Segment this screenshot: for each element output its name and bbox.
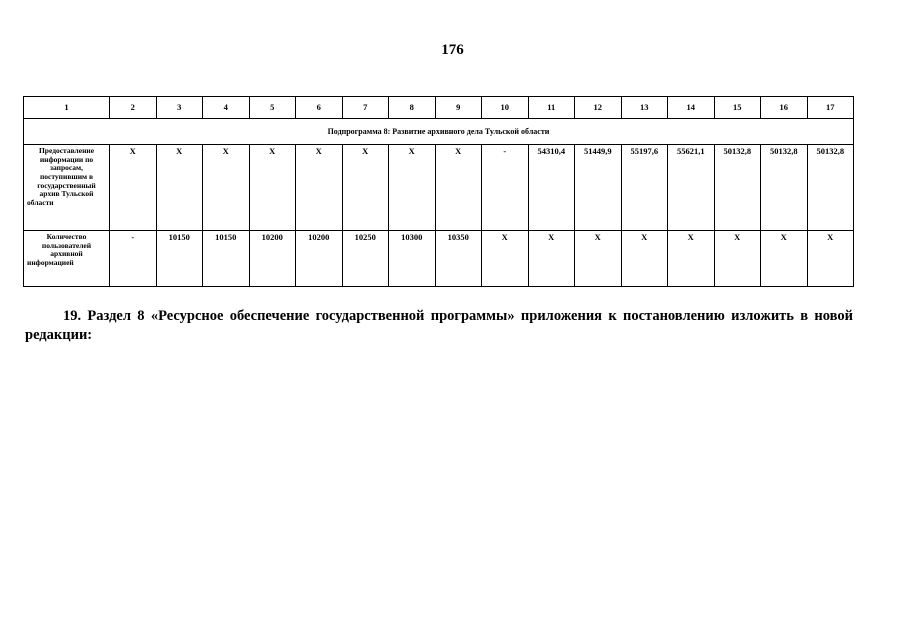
table-cell: 10200	[296, 231, 343, 287]
column-header: 6	[296, 97, 343, 119]
body-paragraph	[25, 307, 853, 345]
page-number: 176	[441, 42, 464, 58]
row-name: Предоставление информации по запросам, поступившим в государственный архив Тульской области	[24, 145, 110, 231]
indicators-table	[23, 96, 854, 287]
column-header: 1	[24, 97, 110, 119]
table-cell: -	[110, 231, 157, 287]
table-cell: X	[203, 145, 250, 231]
table-cell: 10300	[389, 231, 436, 287]
table-cell: 50132,8	[807, 145, 854, 231]
table-cell: X	[807, 231, 854, 287]
table-cell: X	[110, 145, 157, 231]
column-header: 11	[528, 97, 575, 119]
table-cell: X	[482, 231, 529, 287]
column-header: 5	[249, 97, 296, 119]
table-cell: X	[668, 231, 715, 287]
table-cell: 50132,8	[761, 145, 808, 231]
table-cell: 10150	[203, 231, 250, 287]
column-header: 3	[156, 97, 203, 119]
table-cell: X	[435, 145, 482, 231]
table-cell: 10250	[342, 231, 389, 287]
column-header: 17	[807, 97, 854, 119]
table-cell: 51449,9	[575, 145, 622, 231]
column-header: 14	[668, 97, 715, 119]
subprogram-title: Подпрограмма 8: Развитие архивного дела Тульской области	[24, 119, 854, 145]
table-cell: X	[621, 231, 668, 287]
table-cell: 55197,6	[621, 145, 668, 231]
column-header: 16	[761, 97, 808, 119]
table-cell: 10150	[156, 231, 203, 287]
table-row	[24, 145, 854, 231]
table-cell: 54310,4	[528, 145, 575, 231]
subprogram-row	[24, 119, 854, 145]
table-cell: X	[389, 145, 436, 231]
column-header: 4	[203, 97, 250, 119]
table-cell: X	[342, 145, 389, 231]
table-cell: -	[482, 145, 529, 231]
column-number-row	[24, 97, 854, 119]
table-cell: X	[249, 145, 296, 231]
column-header: 13	[621, 97, 668, 119]
column-header: 15	[714, 97, 761, 119]
paragraph-text: 19. Раздел 8 «Ресурсное обеспечение государственной программы» приложения к постановлению изложить в новой редакции:	[25, 308, 853, 343]
table-cell: X	[575, 231, 622, 287]
table-cell: X	[528, 231, 575, 287]
table-cell: 10200	[249, 231, 296, 287]
column-header: 9	[435, 97, 482, 119]
table-cell: 55621,1	[668, 145, 715, 231]
row-name: Количество пользователей архивной информацией	[24, 231, 110, 287]
table-cell: 10350	[435, 231, 482, 287]
column-header: 2	[110, 97, 157, 119]
table-cell: 50132,8	[714, 145, 761, 231]
column-header: 7	[342, 97, 389, 119]
table-row	[24, 231, 854, 287]
column-header: 10	[482, 97, 529, 119]
table-cell: X	[714, 231, 761, 287]
column-header: 8	[389, 97, 436, 119]
table-cell: X	[296, 145, 343, 231]
table-cell: X	[761, 231, 808, 287]
table-cell: X	[156, 145, 203, 231]
column-header: 12	[575, 97, 622, 119]
